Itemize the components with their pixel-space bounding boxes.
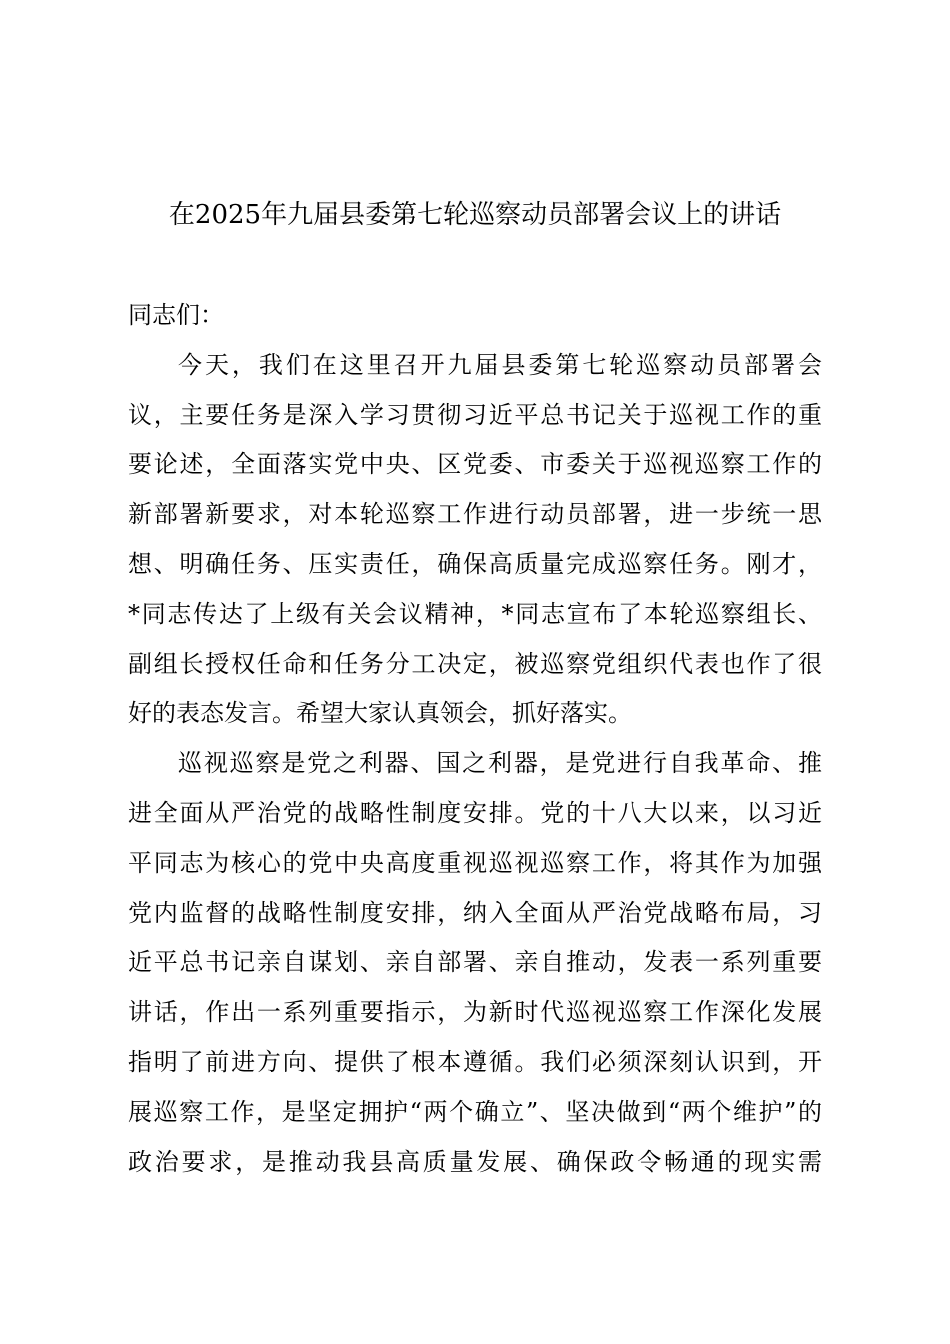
document-title: 在2025年九届县委第七轮巡察动员部署会议上的讲话 [168, 200, 782, 230]
paragraph-line: 指明了前进方向、提供了根本遵循。我们必须深刻认识到，开 [128, 1047, 822, 1076]
paragraph-line: 要论述，全面落实党中央、区党委、市委关于巡视巡察工作的 [128, 450, 822, 479]
paragraph-line: 想、明确任务、压实责任，确保高质量完成巡察任务。刚才， [128, 549, 822, 578]
paragraph-line: 党内监督的战略性制度安排，纳入全面从严治党战略布局，习 [128, 898, 822, 927]
paragraph-line: 巡视巡察是党之利器、国之利器，是党进行自我革命、推 [178, 749, 822, 778]
paragraph-line: 今天，我们在这里召开九届县委第七轮巡察动员部署会 [178, 350, 822, 379]
paragraph-line: *同志传达了上级有关会议精神，*同志宣布了本轮巡察组长、 [128, 599, 822, 628]
paragraph-line: 展巡察工作，是坚定拥护“两个确立”、坚决做到“两个维护”的 [128, 1097, 822, 1126]
document-body [128, 291, 822, 1187]
paragraph-line: 政治要求，是推动我县高质量发展、确保政令畅通的现实需 [128, 1147, 822, 1176]
salutation: 同志们： [128, 301, 224, 329]
paragraph-line: 好的表态发言。希望大家认真领会，抓好落实。 [128, 699, 632, 728]
paragraph-line: 议，主要任务是深入学习贯彻习近平总书记关于巡视工作的重 [128, 400, 822, 429]
paragraph-line: 副组长授权任命和任务分工决定，被巡察党组织代表也作了很 [128, 649, 822, 678]
paragraph-line: 进全面从严治党的战略性制度安排。党的十八大以来，以习近 [128, 798, 822, 827]
paragraph-line: 平同志为核心的党中央高度重视巡视巡察工作，将其作为加强 [128, 848, 822, 877]
paragraph-line: 讲话，作出一系列重要指示，为新时代巡视巡察工作深化发展 [128, 998, 822, 1027]
paragraph-line: 近平总书记亲自谋划、亲自部署、亲自推动，发表一系列重要 [128, 948, 822, 977]
paragraph-line: 新部署新要求，对本轮巡察工作进行动员部署，进一步统一思 [128, 500, 822, 529]
